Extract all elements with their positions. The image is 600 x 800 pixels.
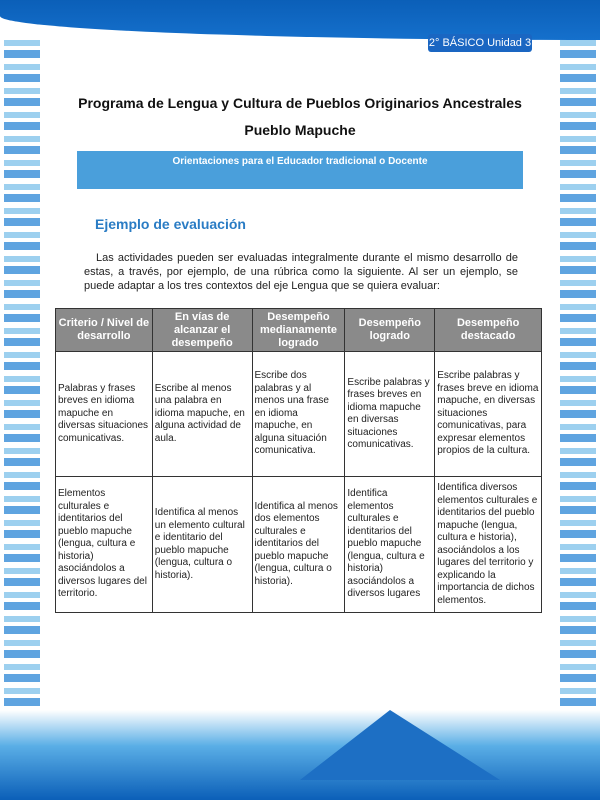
unit-badge: 2° BÁSICO Unidad 3 [428, 34, 532, 52]
table-cell: Escribe palabras y frases breves en idioma mapuche en diversas situaciones comunicativas. [345, 352, 435, 477]
document-title: Programa de Lengua y Cultura de Pueblos Originarios Ancestrales [78, 95, 522, 111]
document-subtitle: Pueblo Mapuche [244, 122, 356, 138]
table-cell: Identifica al menos un elemento cultural e identitario del pueblo mapuche (lengua, cultura o historia). [152, 477, 252, 613]
table-header: En vías de alcanzar el desempeño [152, 309, 252, 352]
decorative-border-right [560, 40, 596, 720]
table-cell: Escribe palabras y frases breve en idioma mapuche, en diversas situaciones comunicativas, para expresar elementos propios de la cultura. [435, 352, 542, 477]
table-cell: Identifica elementos culturales e identitarios del pueblo mapuche (lengua, cultura e historia) asociándolos a diversos lugares [345, 477, 435, 613]
table-header: Desempeño destacado [435, 309, 542, 352]
table-row [56, 477, 542, 613]
mountain-illustration [300, 710, 500, 780]
table-cell: Identifica diversos elementos culturales e identitarios del pueblo mapuche (lengua, cultura e historia), asociándolos a los lugares del territorio y explicando la importancia de dichos elementos. [435, 477, 542, 613]
table-header-row [56, 309, 542, 352]
section-banner: Orientaciones para el Educador tradicional o Docente [77, 151, 523, 189]
table-cell: Identifica al menos dos elementos culturales e identitarios del pueblo mapuche (lengua, cultura o historia). [252, 477, 345, 613]
section-heading: Ejemplo de evaluación [95, 216, 246, 232]
table-header: Desempeño logrado [345, 309, 435, 352]
table-cell: Palabras y frases breves en idioma mapuche en diversas situaciones comunicativas. [56, 352, 153, 477]
decorative-landscape [0, 710, 600, 800]
table-row [56, 352, 542, 477]
table-header: Desempeño medianamente logrado [252, 309, 345, 352]
table-cell: Escribe dos palabras y al menos una frase en idioma mapuche, en alguna situación comunicativa. [252, 352, 345, 477]
table-header: Criterio / Nivel de desarrollo [56, 309, 153, 352]
table-cell: Escribe al menos una palabra en idioma mapuche, en alguna actividad de aula. [152, 352, 252, 477]
table-cell: Elementos culturales e identitarios del pueblo mapuche (lengua, cultura e historia) asociándolos a diversos lugares del territorio. [56, 477, 153, 613]
rubric-table [55, 308, 542, 613]
intro-paragraph: Las actividades pueden ser evaluadas integralmente durante el mismo desarrollo de estas, a través, por ejemplo, de una rúbrica como la siguiente. Al ser un ejemplo, se puede adaptar a los tres contextos del eje Lengua que se quiera evaluar: [84, 252, 518, 292]
decorative-border-left [4, 40, 40, 720]
